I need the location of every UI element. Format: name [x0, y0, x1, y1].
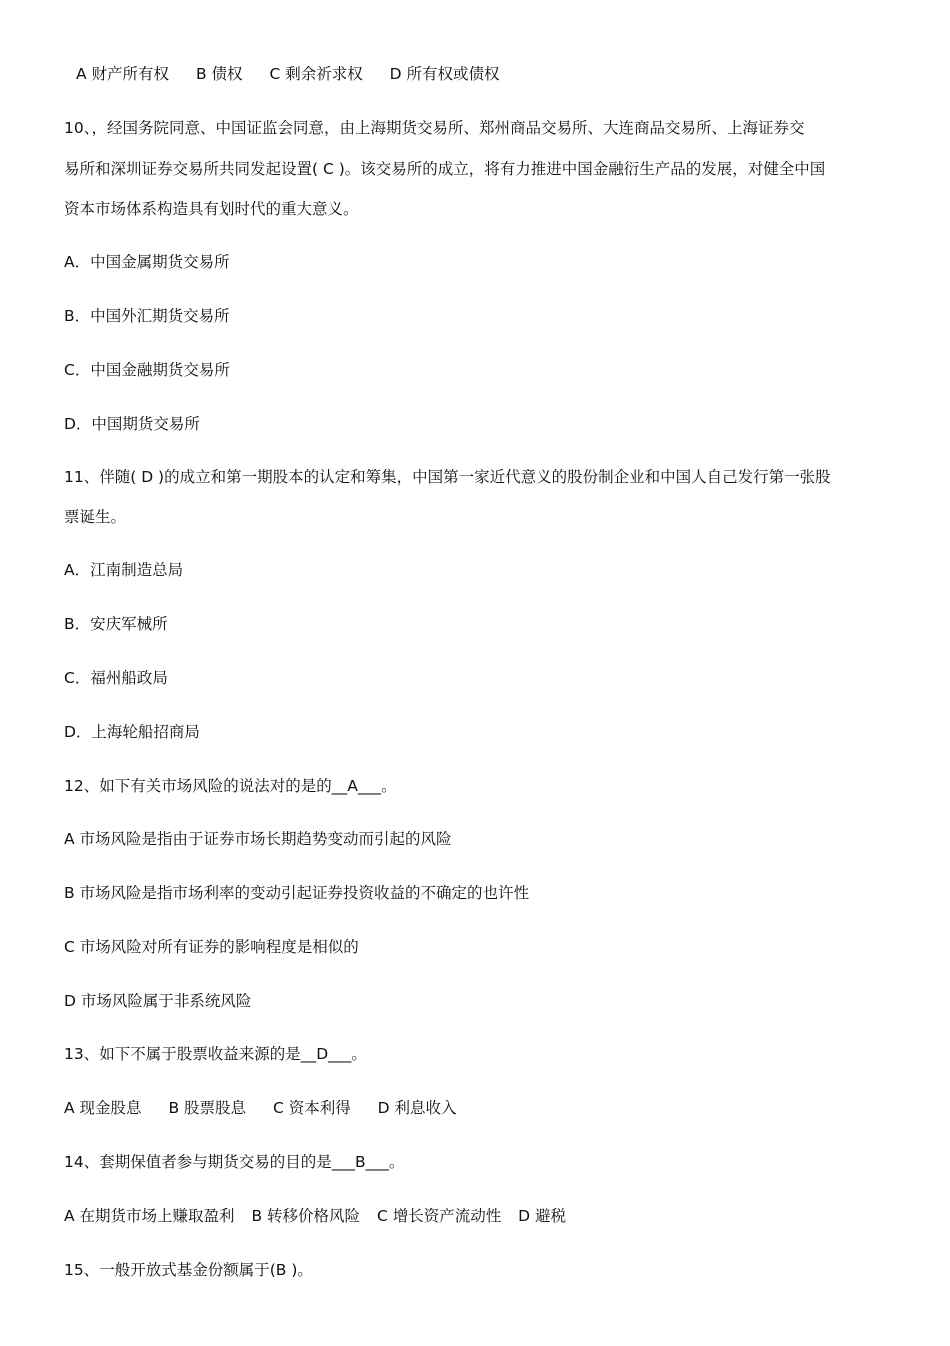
q15-stem: 15、一般开放式基金份额属于(B )。 [64, 1261, 313, 1279]
q10-stem-line-3: 资本市场体系构造具有划时代的重大意义。 [64, 200, 359, 218]
q13-option-d: D 利息收入 [377, 1099, 457, 1117]
q11-option-a: A．江南制造总局 [64, 561, 184, 579]
q14-stem: 14、套期保值者参与期货交易的目的是___B___。 [64, 1153, 405, 1171]
q12-stem: 12、如下有关市场风险的说法对的是的__A___。 [64, 777, 397, 795]
q11-stem-line-1: 11、伴随( D )的成立和第一期股本的认定和筹集，中国第一家近代意义的股份制企业和中国人自己发行第一张股 [64, 468, 831, 486]
q11-option-d: D．上海轮船招商局 [64, 723, 200, 741]
q10-option-b: B．中国外汇期货交易所 [64, 307, 230, 325]
q12-option-b: B 市场风险是指市场利率的变动引起证券投资收益的不确定的也许性 [64, 884, 530, 902]
q13-option-a: A 现金股息 [64, 1099, 142, 1117]
q9-option-d: D 所有权或债权 [389, 65, 500, 83]
q12-option-d: D 市场风险属于非系统风险 [64, 992, 252, 1010]
q9-options [76, 64, 522, 84]
q13-options [64, 1098, 479, 1118]
q10-option-c: C．中国金融期货交易所 [64, 361, 230, 379]
q13-option-b: B 股票股息 [168, 1099, 247, 1117]
q10-option-a: A．中国金属期货交易所 [64, 253, 230, 271]
q14-option-b: B 转移价格风险 [251, 1207, 361, 1225]
q10-option-d: D．中国期货交易所 [64, 415, 200, 433]
q12-option-a: A 市场风险是指由于证券市场长期趋势变动而引起的风险 [64, 830, 452, 848]
q14-option-c: C 增长资产流动性 [376, 1207, 502, 1225]
q10-stem-line-2: 易所和深圳证券交易所共同发起设置( C )。该交易所的成立，将有力推进中国金融衍生产品的发展，对健全中国 [64, 160, 826, 178]
q10-stem-line-1: 10、，经国务院同意、中国证监会同意，由上海期货交易所、郑州商品交易所、大连商品交易所、上海证券交 [64, 119, 805, 137]
q14-options [64, 1206, 578, 1226]
q11-stem-line-2: 票诞生。 [64, 508, 127, 526]
q9-option-a: A 财产所有权 [76, 65, 170, 83]
q13-option-c: C 资本利得 [272, 1099, 351, 1117]
q9-option-b: B 债权 [195, 65, 243, 83]
q13-stem: 13、如下不属于股票收益来源的是__D___。 [64, 1045, 367, 1063]
q14-option-a: A 在期货市场上赚取盈利 [64, 1207, 235, 1225]
q11-option-b: B．安庆军械所 [64, 615, 168, 633]
q11-option-c: C．福州船政局 [64, 669, 168, 687]
q12-option-c: C 市场风险对所有证券的影响程度是相似的 [64, 938, 359, 956]
q9-option-c: C 剩余祈求权 [269, 65, 363, 83]
q14-option-d: D 避税 [518, 1207, 567, 1225]
